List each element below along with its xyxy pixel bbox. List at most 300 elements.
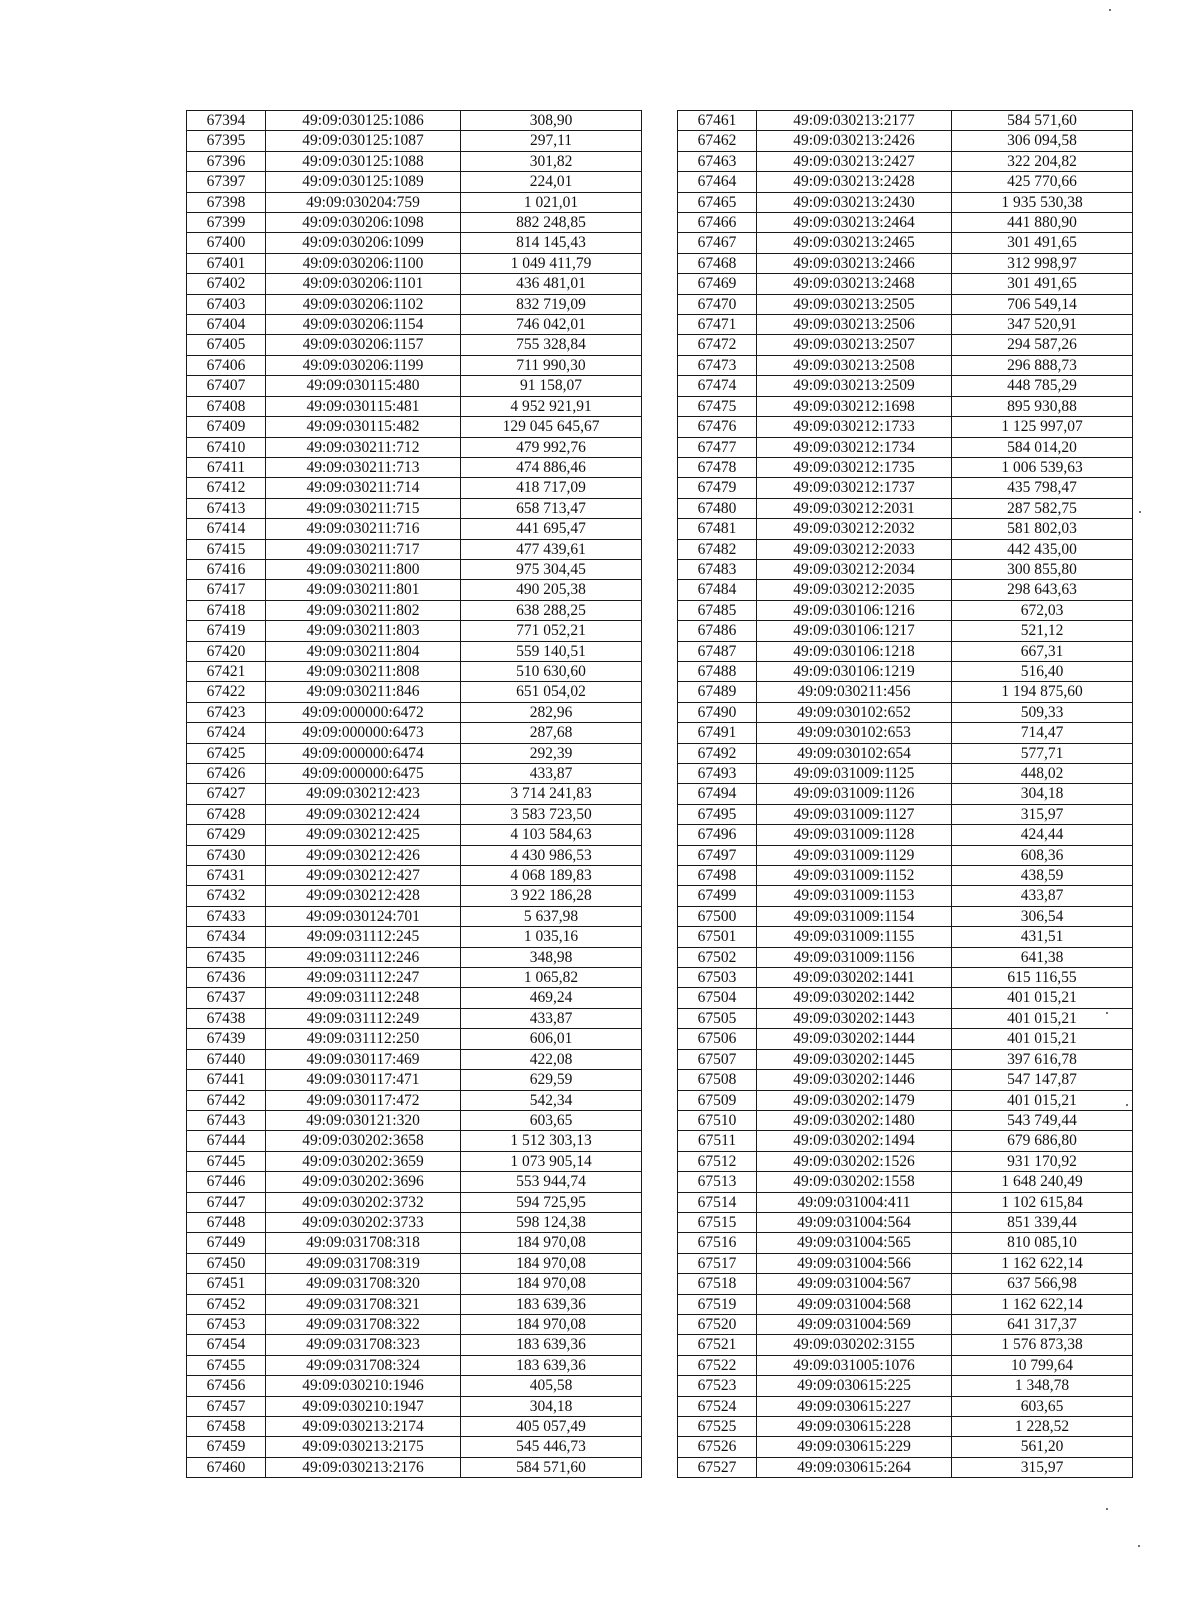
row-number-cell: 67415 <box>187 539 266 559</box>
scan-speck <box>1109 9 1111 11</box>
table-row <box>187 294 642 314</box>
table-row <box>678 621 1133 641</box>
cadastral-number-cell: 49:09:030213:2430 <box>757 192 952 212</box>
cadastral-number-cell: 49:09:031112:250 <box>266 1029 461 1049</box>
value-cell: 882 248,85 <box>461 213 642 233</box>
row-number-cell: 67493 <box>678 764 757 784</box>
table-row <box>678 1233 1133 1253</box>
value-cell: 425 770,66 <box>952 172 1133 192</box>
row-number-cell: 67495 <box>678 804 757 824</box>
table-row <box>678 580 1133 600</box>
value-cell: 183 639,36 <box>461 1355 642 1375</box>
table-row <box>678 600 1133 620</box>
value-cell: 422,08 <box>461 1049 642 1069</box>
value-cell: 469,24 <box>461 988 642 1008</box>
registry-table-right-body <box>678 111 1133 1478</box>
value-cell: 292,39 <box>461 743 642 763</box>
row-number-cell: 67434 <box>187 927 266 947</box>
value-cell: 545 446,73 <box>461 1437 642 1457</box>
value-cell: 603,65 <box>952 1396 1133 1416</box>
value-cell: 1 021,01 <box>461 192 642 212</box>
cadastral-number-cell: 49:09:030124:701 <box>266 906 461 926</box>
table-row <box>187 886 642 906</box>
cadastral-number-cell: 49:09:030212:1735 <box>757 457 952 477</box>
value-cell: 3 714 241,83 <box>461 784 642 804</box>
row-number-cell: 67524 <box>678 1396 757 1416</box>
value-cell: 296 888,73 <box>952 355 1133 375</box>
value-cell: 1 194 875,60 <box>952 682 1133 702</box>
cadastral-number-cell: 49:09:030202:1441 <box>757 968 952 988</box>
cadastral-number-cell: 49:09:031009:1154 <box>757 906 952 926</box>
table-row <box>187 1110 642 1130</box>
value-cell: 1 073 905,14 <box>461 1151 642 1171</box>
row-number-cell: 67425 <box>187 743 266 763</box>
row-number-cell: 67461 <box>678 111 757 131</box>
value-cell: 1 162 622,14 <box>952 1294 1133 1314</box>
cadastral-number-cell: 49:09:030213:2427 <box>757 151 952 171</box>
cadastral-number-cell: 49:09:030212:1733 <box>757 417 952 437</box>
cadastral-number-cell: 49:09:030213:2507 <box>757 335 952 355</box>
table-row <box>187 723 642 743</box>
table-row <box>678 1049 1133 1069</box>
row-number-cell: 67511 <box>678 1131 757 1151</box>
value-cell: 91 158,07 <box>461 376 642 396</box>
value-cell: 448,02 <box>952 764 1133 784</box>
cadastral-number-cell: 49:09:030106:1217 <box>757 621 952 641</box>
table-row <box>678 682 1133 702</box>
table-row <box>187 355 642 375</box>
table-row <box>187 1355 642 1375</box>
table-row <box>678 825 1133 845</box>
cadastral-number-cell: 49:09:030206:1199 <box>266 355 461 375</box>
cadastral-number-cell: 49:09:031708:320 <box>266 1274 461 1294</box>
cadastral-number-cell: 49:09:030211:808 <box>266 661 461 681</box>
cadastral-number-cell: 49:09:030202:1446 <box>757 1070 952 1090</box>
row-number-cell: 67527 <box>678 1457 757 1477</box>
value-cell: 441 880,90 <box>952 213 1133 233</box>
table-row <box>187 172 642 192</box>
value-cell: 672,03 <box>952 600 1133 620</box>
row-number-cell: 67449 <box>187 1233 266 1253</box>
cadastral-number-cell: 49:09:031009:1129 <box>757 845 952 865</box>
row-number-cell: 67482 <box>678 539 757 559</box>
cadastral-number-cell: 49:09:031112:245 <box>266 927 461 947</box>
row-number-cell: 67486 <box>678 621 757 641</box>
value-cell: 584 571,60 <box>952 111 1133 131</box>
value-cell: 1 162 622,14 <box>952 1253 1133 1273</box>
cadastral-number-cell: 49:09:031005:1076 <box>757 1355 952 1375</box>
cadastral-number-cell: 49:09:030206:1100 <box>266 253 461 273</box>
cadastral-number-cell: 49:09:030102:653 <box>757 723 952 743</box>
row-number-cell: 67417 <box>187 580 266 600</box>
cadastral-number-cell: 49:09:030212:1737 <box>757 478 952 498</box>
row-number-cell: 67412 <box>187 478 266 498</box>
row-number-cell: 67399 <box>187 213 266 233</box>
row-number-cell: 67487 <box>678 641 757 661</box>
cadastral-number-cell: 49:09:030202:1558 <box>757 1172 952 1192</box>
table-row <box>187 580 642 600</box>
value-cell: 851 339,44 <box>952 1212 1133 1232</box>
cadastral-number-cell: 49:09:031009:1153 <box>757 886 952 906</box>
value-cell: 479 992,76 <box>461 437 642 457</box>
value-cell: 1 065,82 <box>461 968 642 988</box>
value-cell: 1 576 873,38 <box>952 1335 1133 1355</box>
cadastral-number-cell: 49:09:030212:2031 <box>757 498 952 518</box>
cadastral-number-cell: 49:09:031708:324 <box>266 1355 461 1375</box>
row-number-cell: 67420 <box>187 641 266 661</box>
value-cell: 304,18 <box>461 1396 642 1416</box>
value-cell: 1 512 303,13 <box>461 1131 642 1151</box>
row-number-cell: 67403 <box>187 294 266 314</box>
row-number-cell: 67397 <box>187 172 266 192</box>
cadastral-number-cell: 49:09:030211:716 <box>266 519 461 539</box>
table-row <box>678 886 1133 906</box>
value-cell: 1 102 615,84 <box>952 1192 1133 1212</box>
value-cell: 1 935 530,38 <box>952 192 1133 212</box>
cadastral-number-cell: 49:09:030202:3696 <box>266 1172 461 1192</box>
cadastral-number-cell: 49:09:031112:247 <box>266 968 461 988</box>
value-cell: 287 582,75 <box>952 498 1133 518</box>
cadastral-number-cell: 49:09:030212:423 <box>266 784 461 804</box>
table-row <box>678 743 1133 763</box>
row-number-cell: 67409 <box>187 417 266 437</box>
row-number-cell: 67426 <box>187 764 266 784</box>
cadastral-number-cell: 49:09:030202:1479 <box>757 1090 952 1110</box>
table-row <box>678 1029 1133 1049</box>
table-row <box>187 661 642 681</box>
cadastral-number-cell: 49:09:030213:2175 <box>266 1437 461 1457</box>
row-number-cell: 67481 <box>678 519 757 539</box>
cadastral-number-cell: 49:09:030202:3659 <box>266 1151 461 1171</box>
cadastral-number-cell: 49:09:000000:6475 <box>266 764 461 784</box>
table-row <box>187 702 642 722</box>
cadastral-number-cell: 49:09:030211:712 <box>266 437 461 457</box>
table-row <box>187 1457 642 1477</box>
cadastral-number-cell: 49:09:030206:1102 <box>266 294 461 314</box>
table-row <box>187 1151 642 1171</box>
value-cell: 667,31 <box>952 641 1133 661</box>
row-number-cell: 67496 <box>678 825 757 845</box>
value-cell: 711 990,30 <box>461 355 642 375</box>
table-row <box>187 519 642 539</box>
row-number-cell: 67451 <box>187 1274 266 1294</box>
row-number-cell: 67479 <box>678 478 757 498</box>
value-cell: 542,34 <box>461 1090 642 1110</box>
value-cell: 282,96 <box>461 702 642 722</box>
table-row <box>187 825 642 845</box>
value-cell: 405 057,49 <box>461 1417 642 1437</box>
row-number-cell: 67464 <box>678 172 757 192</box>
cadastral-number-cell: 49:09:030211:802 <box>266 600 461 620</box>
value-cell: 771 052,21 <box>461 621 642 641</box>
table-row <box>187 641 642 661</box>
table-row <box>678 396 1133 416</box>
cadastral-number-cell: 49:09:030102:652 <box>757 702 952 722</box>
table-row <box>678 192 1133 212</box>
cadastral-number-cell: 49:09:031004:569 <box>757 1314 952 1334</box>
value-cell: 448 785,29 <box>952 376 1133 396</box>
value-cell: 547 147,87 <box>952 1070 1133 1090</box>
cadastral-number-cell: 49:09:030212:2034 <box>757 559 952 579</box>
value-cell: 608,36 <box>952 845 1133 865</box>
table-row <box>678 213 1133 233</box>
row-number-cell: 67503 <box>678 968 757 988</box>
row-number-cell: 67523 <box>678 1376 757 1396</box>
cadastral-number-cell: 49:09:031112:248 <box>266 988 461 1008</box>
value-cell: 931 170,92 <box>952 1151 1133 1171</box>
table-row <box>187 315 642 335</box>
value-cell: 401 015,21 <box>952 1090 1133 1110</box>
value-cell: 561,20 <box>952 1437 1133 1457</box>
table-row <box>187 764 642 784</box>
row-number-cell: 67513 <box>678 1172 757 1192</box>
row-number-cell: 67414 <box>187 519 266 539</box>
row-number-cell: 67499 <box>678 886 757 906</box>
table-row <box>678 1090 1133 1110</box>
table-row <box>678 1417 1133 1437</box>
row-number-cell: 67452 <box>187 1294 266 1314</box>
table-row <box>678 947 1133 967</box>
cadastral-number-cell: 49:09:030211:714 <box>266 478 461 498</box>
table-row <box>187 1314 642 1334</box>
value-cell: 516,40 <box>952 661 1133 681</box>
cadastral-number-cell: 49:09:030213:2174 <box>266 1417 461 1437</box>
cadastral-number-cell: 49:09:030106:1219 <box>757 661 952 681</box>
table-row <box>678 111 1133 131</box>
table-row <box>678 1294 1133 1314</box>
table-row <box>678 151 1133 171</box>
value-cell: 183 639,36 <box>461 1335 642 1355</box>
table-row <box>187 947 642 967</box>
row-number-cell: 67398 <box>187 192 266 212</box>
cadastral-number-cell: 49:09:030212:427 <box>266 866 461 886</box>
table-row <box>187 1253 642 1273</box>
table-row <box>678 131 1133 151</box>
value-cell: 543 749,44 <box>952 1110 1133 1130</box>
value-cell: 300 855,80 <box>952 559 1133 579</box>
row-number-cell: 67515 <box>678 1212 757 1232</box>
cadastral-number-cell: 49:09:030106:1218 <box>757 641 952 661</box>
table-row <box>187 131 642 151</box>
cadastral-number-cell: 49:09:030213:2177 <box>757 111 952 131</box>
table-row <box>187 804 642 824</box>
row-number-cell: 67459 <box>187 1437 266 1457</box>
table-row <box>678 376 1133 396</box>
cadastral-number-cell: 49:09:031009:1152 <box>757 866 952 886</box>
table-row <box>187 1090 642 1110</box>
table-row <box>187 539 642 559</box>
row-number-cell: 67437 <box>187 988 266 1008</box>
table-row <box>678 1008 1133 1028</box>
table-row <box>678 1314 1133 1334</box>
table-row <box>187 988 642 1008</box>
cadastral-number-cell: 49:09:030212:2033 <box>757 539 952 559</box>
value-cell: 312 998,97 <box>952 253 1133 273</box>
value-cell: 405,58 <box>461 1376 642 1396</box>
value-cell: 4 103 584,63 <box>461 825 642 845</box>
row-number-cell: 67519 <box>678 1294 757 1314</box>
table-row <box>187 253 642 273</box>
table-row <box>187 1049 642 1069</box>
table-row <box>187 192 642 212</box>
row-number-cell: 67483 <box>678 559 757 579</box>
value-cell: 441 695,47 <box>461 519 642 539</box>
table-row <box>678 1253 1133 1273</box>
value-cell: 401 015,21 <box>952 988 1133 1008</box>
cadastral-number-cell: 49:09:030615:229 <box>757 1437 952 1457</box>
cadastral-number-cell: 49:09:030212:424 <box>266 804 461 824</box>
value-cell: 584 571,60 <box>461 1457 642 1477</box>
cadastral-number-cell: 49:09:030125:1087 <box>266 131 461 151</box>
cadastral-number-cell: 49:09:030210:1946 <box>266 1376 461 1396</box>
row-number-cell: 67406 <box>187 355 266 375</box>
table-row <box>187 845 642 865</box>
registry-table-right <box>677 110 1133 1478</box>
value-cell: 301 491,65 <box>952 233 1133 253</box>
value-cell: 477 439,61 <box>461 539 642 559</box>
table-row <box>678 1457 1133 1477</box>
value-cell: 594 725,95 <box>461 1192 642 1212</box>
cadastral-number-cell: 49:09:031004:567 <box>757 1274 952 1294</box>
cadastral-number-cell: 49:09:030212:1734 <box>757 437 952 457</box>
cadastral-number-cell: 49:09:030202:1444 <box>757 1029 952 1049</box>
cadastral-number-cell: 49:09:030202:3732 <box>266 1192 461 1212</box>
table-row <box>187 866 642 886</box>
row-number-cell: 67445 <box>187 1151 266 1171</box>
cadastral-number-cell: 49:09:030206:1154 <box>266 315 461 335</box>
cadastral-number-cell: 49:09:031009:1125 <box>757 764 952 784</box>
table-row <box>678 1437 1133 1457</box>
table-row <box>678 253 1133 273</box>
scan-speck <box>1106 1012 1108 1014</box>
value-cell: 306,54 <box>952 906 1133 926</box>
value-cell: 301,82 <box>461 151 642 171</box>
value-cell: 553 944,74 <box>461 1172 642 1192</box>
value-cell: 184 970,08 <box>461 1253 642 1273</box>
value-cell: 895 930,88 <box>952 396 1133 416</box>
cadastral-number-cell: 49:09:030121:320 <box>266 1110 461 1130</box>
cadastral-number-cell: 49:09:030213:2506 <box>757 315 952 335</box>
cadastral-number-cell: 49:09:030202:1445 <box>757 1049 952 1069</box>
cadastral-number-cell: 49:09:030202:3733 <box>266 1212 461 1232</box>
cadastral-number-cell: 49:09:030115:481 <box>266 396 461 416</box>
row-number-cell: 67444 <box>187 1131 266 1151</box>
row-number-cell: 67520 <box>678 1314 757 1334</box>
value-cell: 615 116,55 <box>952 968 1133 988</box>
table-row <box>187 1212 642 1232</box>
value-cell: 474 886,46 <box>461 457 642 477</box>
row-number-cell: 67455 <box>187 1355 266 1375</box>
table-row <box>678 784 1133 804</box>
row-number-cell: 67433 <box>187 906 266 926</box>
table-row <box>187 498 642 518</box>
table-row <box>187 1192 642 1212</box>
value-cell: 184 970,08 <box>461 1233 642 1253</box>
row-number-cell: 67424 <box>187 723 266 743</box>
row-number-cell: 67456 <box>187 1376 266 1396</box>
cadastral-number-cell: 49:09:030213:2508 <box>757 355 952 375</box>
cadastral-number-cell: 49:09:031112:246 <box>266 947 461 967</box>
row-number-cell: 67448 <box>187 1212 266 1232</box>
row-number-cell: 67413 <box>187 498 266 518</box>
table-row <box>678 294 1133 314</box>
value-cell: 433,87 <box>461 1008 642 1028</box>
row-number-cell: 67401 <box>187 253 266 273</box>
cadastral-number-cell: 49:09:030117:469 <box>266 1049 461 1069</box>
row-number-cell: 67506 <box>678 1029 757 1049</box>
cadastral-number-cell: 49:09:000000:6474 <box>266 743 461 763</box>
cadastral-number-cell: 49:09:030117:471 <box>266 1070 461 1090</box>
row-number-cell: 67430 <box>187 845 266 865</box>
cadastral-number-cell: 49:09:030202:1494 <box>757 1131 952 1151</box>
cadastral-number-cell: 49:09:030212:2032 <box>757 519 952 539</box>
value-cell: 298 643,63 <box>952 580 1133 600</box>
row-number-cell: 67435 <box>187 947 266 967</box>
table-row <box>187 1396 642 1416</box>
cadastral-number-cell: 49:09:030211:803 <box>266 621 461 641</box>
row-number-cell: 67394 <box>187 111 266 131</box>
value-cell: 224,01 <box>461 172 642 192</box>
row-number-cell: 67467 <box>678 233 757 253</box>
table-row <box>187 1172 642 1192</box>
scan-speck <box>1138 1545 1140 1547</box>
cadastral-number-cell: 49:09:030106:1216 <box>757 600 952 620</box>
table-row <box>187 743 642 763</box>
value-cell: 401 015,21 <box>952 1029 1133 1049</box>
value-cell: 651 054,02 <box>461 682 642 702</box>
row-number-cell: 67438 <box>187 1008 266 1028</box>
value-cell: 598 124,38 <box>461 1212 642 1232</box>
cadastral-number-cell: 49:09:030211:715 <box>266 498 461 518</box>
table-row <box>678 1274 1133 1294</box>
cadastral-number-cell: 49:09:030125:1088 <box>266 151 461 171</box>
value-cell: 629,59 <box>461 1070 642 1090</box>
value-cell: 641,38 <box>952 947 1133 967</box>
cadastral-number-cell: 49:09:031004:564 <box>757 1212 952 1232</box>
table-row <box>678 1396 1133 1416</box>
cadastral-number-cell: 49:09:030212:425 <box>266 825 461 845</box>
value-cell: 714,47 <box>952 723 1133 743</box>
table-row <box>187 457 642 477</box>
table-row <box>678 1070 1133 1090</box>
cadastral-number-cell: 49:09:030125:1086 <box>266 111 461 131</box>
row-number-cell: 67416 <box>187 559 266 579</box>
value-cell: 433,87 <box>952 886 1133 906</box>
cadastral-number-cell: 49:09:030615:227 <box>757 1396 952 1416</box>
table-row <box>187 784 642 804</box>
row-number-cell: 67400 <box>187 233 266 253</box>
row-number-cell: 67427 <box>187 784 266 804</box>
row-number-cell: 67518 <box>678 1274 757 1294</box>
value-cell: 5 637,98 <box>461 906 642 926</box>
scan-speck <box>1106 1508 1108 1510</box>
row-number-cell: 67502 <box>678 947 757 967</box>
cadastral-number-cell: 49:09:030213:2428 <box>757 172 952 192</box>
table-row <box>678 906 1133 926</box>
value-cell: 315,97 <box>952 1457 1133 1477</box>
cadastral-number-cell: 49:09:030206:1157 <box>266 335 461 355</box>
row-number-cell: 67443 <box>187 1110 266 1130</box>
value-cell: 4 952 921,91 <box>461 396 642 416</box>
table-row <box>187 968 642 988</box>
table-row <box>678 764 1133 784</box>
row-number-cell: 67436 <box>187 968 266 988</box>
row-number-cell: 67465 <box>678 192 757 212</box>
cadastral-number-cell: 49:09:030615:225 <box>757 1376 952 1396</box>
table-row <box>678 478 1133 498</box>
value-cell: 183 639,36 <box>461 1294 642 1314</box>
cadastral-number-cell: 49:09:030202:1442 <box>757 988 952 1008</box>
